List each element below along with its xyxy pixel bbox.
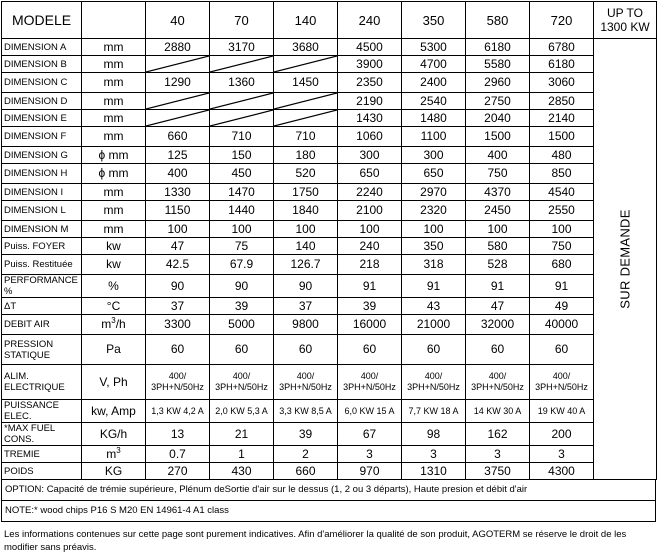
value-cell: 39: [338, 298, 402, 315]
row-label: PRESSION STATIQUE: [2, 335, 82, 365]
value-cell: 5580: [466, 56, 530, 73]
table-row: [2, 238, 657, 255]
not-applicable-cell: [210, 110, 274, 127]
value-cell: 520: [274, 164, 338, 184]
value-cell: 2850: [530, 93, 594, 110]
value-cell: 91: [530, 275, 594, 298]
value-cell: 180: [274, 147, 338, 164]
row-unit: kw, Amp: [82, 400, 146, 423]
value-cell: 318: [402, 255, 466, 275]
value-cell: 240: [338, 238, 402, 255]
value-cell: 60: [146, 335, 210, 365]
value-cell: 39: [274, 423, 338, 446]
row-label: DIMENSION L: [2, 201, 82, 221]
row-label: Puiss. FOYER: [2, 238, 82, 255]
value-cell: 450: [210, 164, 274, 184]
value-cell: 14 KW 30 A: [466, 400, 530, 423]
row-unit: ϕ mm: [82, 164, 146, 184]
row-unit: mm: [82, 73, 146, 93]
value-cell: 150: [210, 147, 274, 164]
row-unit: $m^3/h$: [82, 315, 146, 335]
value-cell: 200: [530, 423, 594, 446]
not-applicable-cell: [274, 56, 338, 73]
value-cell: 3900: [338, 56, 402, 73]
value-cell: 850: [530, 164, 594, 184]
table-row: [2, 335, 657, 365]
row-unit: mm: [82, 127, 146, 147]
up-to-header: [594, 2, 657, 39]
not-applicable-cell: [146, 110, 210, 127]
value-cell: 2190: [338, 93, 402, 110]
value-cell: 2400: [402, 73, 466, 93]
header-row: [2, 2, 657, 39]
value-cell: 100: [146, 221, 210, 238]
diagonal-slash: [274, 93, 337, 109]
value-cell: 218: [338, 255, 402, 275]
value-cell: 4500: [338, 39, 402, 56]
value-cell: 400/ 3PH+N/50Hz: [146, 365, 210, 400]
value-cell: 90: [210, 275, 274, 298]
value-cell: 300: [402, 147, 466, 164]
value-cell: 400/ 3PH+N/50Hz: [338, 365, 402, 400]
value-cell: 2970: [402, 184, 466, 201]
table-row: [2, 298, 657, 315]
value-cell: 1470: [210, 184, 274, 201]
value-cell: 6,0 KW 15 A: [338, 400, 402, 423]
value-cell: 1310: [402, 463, 466, 480]
row-unit: KG/h: [82, 423, 146, 446]
value-cell: 42.5: [146, 255, 210, 275]
table-row: [2, 463, 657, 480]
diagonal-slash: [210, 93, 273, 109]
value-cell: 100: [210, 221, 274, 238]
value-cell: 75: [210, 238, 274, 255]
value-cell: 40000: [530, 315, 594, 335]
value-cell: 1840: [274, 201, 338, 221]
value-cell: 2750: [466, 93, 530, 110]
value-cell: 91: [466, 275, 530, 298]
capacity-header: 40: [146, 2, 210, 39]
value-cell: 21: [210, 423, 274, 446]
value-cell: 650: [338, 164, 402, 184]
value-cell: 750: [530, 238, 594, 255]
row-label: DIMENSION F: [2, 127, 82, 147]
table-row: [2, 93, 657, 110]
not-applicable-cell: [146, 56, 210, 73]
value-cell: 5000: [210, 315, 274, 335]
table-row: [2, 164, 657, 184]
option-note: OPTION: Capacité de trémie supérieure, Plénum deSortie d'air sur le dessus (1, 2 ou 3 départs), Haute presion et débit d'air: [1, 480, 656, 501]
fuel-note: NOTE:* wood chips P16 S M20 EN 14961-4 A1 class: [1, 501, 656, 522]
value-cell: 1060: [338, 127, 402, 147]
value-cell: 98: [402, 423, 466, 446]
value-cell: 4540: [530, 184, 594, 201]
value-cell: 3170: [210, 39, 274, 56]
not-applicable-cell: [274, 110, 338, 127]
value-cell: 2,0 KW 5,3 A: [210, 400, 274, 423]
row-label: DIMENSION I: [2, 184, 82, 201]
value-cell: 100: [530, 221, 594, 238]
row-unit: ϕ mm: [82, 147, 146, 164]
up-to-line: UP TO: [606, 6, 644, 20]
value-cell: 60: [530, 335, 594, 365]
value-cell: 400/ 3PH+N/50Hz: [210, 365, 274, 400]
row-label: DIMENSION B: [2, 56, 82, 73]
value-cell: 60: [338, 335, 402, 365]
diagonal-slash: [146, 110, 209, 126]
row-label: DIMENSION H: [2, 164, 82, 184]
row-unit: °C: [82, 298, 146, 315]
diagonal-slash: [146, 93, 209, 109]
model-header: MODELE: [2, 2, 82, 39]
value-cell: 1430: [338, 110, 402, 127]
spec-table: [1, 1, 657, 480]
value-cell: 37: [274, 298, 338, 315]
value-cell: 39: [210, 298, 274, 315]
value-cell: 1,3 KW 4,2 A: [146, 400, 210, 423]
value-cell: 21000: [402, 315, 466, 335]
table-body: [2, 2, 657, 480]
disclaimer: Les informations contenues sur cette page sont purement indicatives. Afin d'améliorer la qualité de son produit, AGOTERM se réserve le droit de les modifier sans préavis.: [4, 529, 627, 553]
diagonal-slash: [274, 56, 337, 72]
value-cell: 1450: [274, 73, 338, 93]
value-cell: 750: [466, 164, 530, 184]
row-label: DIMENSION G: [2, 147, 82, 164]
value-cell: 60: [210, 335, 274, 365]
table-row: [2, 255, 657, 275]
value-cell: 1500: [466, 127, 530, 147]
table-row: [2, 39, 657, 56]
table-row: [2, 446, 657, 463]
value-cell: 19 KW 40 A: [530, 400, 594, 423]
row-unit: Pa: [82, 335, 146, 365]
not-applicable-cell: [210, 56, 274, 73]
on-request-column: [594, 39, 657, 480]
value-cell: 91: [402, 275, 466, 298]
row-unit: kw: [82, 238, 146, 255]
value-cell: 3: [530, 446, 594, 463]
value-cell: 126.7: [274, 255, 338, 275]
row-label: DIMENSION E: [2, 110, 82, 127]
value-cell: 2450: [466, 201, 530, 221]
row-label: DEBIT AIR: [2, 315, 82, 335]
value-cell: 2140: [530, 110, 594, 127]
value-cell: 90: [146, 275, 210, 298]
value-cell: 2350: [338, 73, 402, 93]
table-row: [2, 147, 657, 164]
value-cell: 1290: [146, 73, 210, 93]
value-cell: 1: [210, 446, 274, 463]
value-cell: 6780: [530, 39, 594, 56]
on-request-label: SUR DEMANDE: [617, 209, 633, 309]
value-cell: 9800: [274, 315, 338, 335]
value-cell: 1500: [530, 127, 594, 147]
row-unit: mm: [82, 184, 146, 201]
table-row: [2, 365, 657, 400]
value-cell: 43: [402, 298, 466, 315]
value-cell: 4370: [466, 184, 530, 201]
value-cell: 650: [402, 164, 466, 184]
value-cell: 528: [466, 255, 530, 275]
value-cell: 4700: [402, 56, 466, 73]
row-label: Puiss. Restituée: [2, 255, 82, 275]
value-cell: 270: [146, 463, 210, 480]
value-cell: 1100: [402, 127, 466, 147]
row-unit: kw: [82, 255, 146, 275]
value-cell: 7,7 KW 18 A: [402, 400, 466, 423]
value-cell: 162: [466, 423, 530, 446]
value-cell: 16000: [338, 315, 402, 335]
value-cell: 2550: [530, 201, 594, 221]
value-cell: 3: [338, 446, 402, 463]
value-cell: 37: [146, 298, 210, 315]
value-cell: 2320: [402, 201, 466, 221]
row-unit: %: [82, 275, 146, 298]
diagonal-slash: [146, 56, 209, 72]
capacity-header: 350: [402, 2, 466, 39]
row-label: *MAX FUEL CONS.: [2, 423, 82, 446]
value-cell: 125: [146, 147, 210, 164]
value-cell: 2: [274, 446, 338, 463]
value-cell: 710: [210, 127, 274, 147]
unit-header: [82, 2, 146, 39]
row-unit: KG: [82, 463, 146, 480]
value-cell: 0.7: [146, 446, 210, 463]
diagonal-slash: [274, 110, 337, 126]
table-row: [2, 423, 657, 446]
value-cell: 3680: [274, 39, 338, 56]
value-cell: 100: [338, 221, 402, 238]
value-cell: 2880: [146, 39, 210, 56]
value-cell: 67: [338, 423, 402, 446]
capacity-header: 720: [530, 2, 594, 39]
row-label: POIDS: [2, 463, 82, 480]
capacity-header: 70: [210, 2, 274, 39]
row-label: DIMENSION C: [2, 73, 82, 93]
value-cell: 47: [146, 238, 210, 255]
value-cell: 680: [530, 255, 594, 275]
row-unit: mm: [82, 221, 146, 238]
value-cell: 3300: [146, 315, 210, 335]
value-cell: 13: [146, 423, 210, 446]
value-cell: 2960: [466, 73, 530, 93]
capacity-header: 240: [338, 2, 402, 39]
table-row: [2, 73, 657, 93]
row-unit: $m^3$: [82, 446, 146, 463]
row-unit: mm: [82, 56, 146, 73]
row-unit: mm: [82, 110, 146, 127]
table-row: [2, 184, 657, 201]
row-label: ΔT: [2, 298, 82, 315]
table-row: [2, 56, 657, 73]
value-cell: 4300: [530, 463, 594, 480]
up-to-line: 1300 KW: [600, 20, 650, 34]
diagonal-slash: [210, 110, 273, 126]
capacity-header: 140: [274, 2, 338, 39]
table-row: [2, 127, 657, 147]
not-applicable-cell: [146, 93, 210, 110]
row-unit: mm: [82, 201, 146, 221]
value-cell: 60: [274, 335, 338, 365]
row-label: PUISSANCE ELEC.: [2, 400, 82, 423]
value-cell: 300: [338, 147, 402, 164]
value-cell: 970: [338, 463, 402, 480]
value-cell: 32000: [466, 315, 530, 335]
value-cell: 2100: [338, 201, 402, 221]
value-cell: 660: [274, 463, 338, 480]
value-cell: 6180: [466, 39, 530, 56]
value-cell: 480: [530, 147, 594, 164]
value-cell: 90: [274, 275, 338, 298]
value-cell: 400: [466, 147, 530, 164]
diagonal-slash: [210, 56, 273, 72]
value-cell: 400/ 3PH+N/50Hz: [530, 365, 594, 400]
value-cell: 350: [402, 238, 466, 255]
value-cell: 3750: [466, 463, 530, 480]
value-cell: 1330: [146, 184, 210, 201]
row-label: DIMENSION A: [2, 39, 82, 56]
row-label: PERFORMANCE %: [2, 275, 82, 298]
value-cell: 5300: [402, 39, 466, 56]
value-cell: 1440: [210, 201, 274, 221]
value-cell: 2240: [338, 184, 402, 201]
value-cell: 60: [466, 335, 530, 365]
table-row: [2, 110, 657, 127]
row-label: DIMENSION D: [2, 93, 82, 110]
value-cell: 3: [402, 446, 466, 463]
table-row: [2, 275, 657, 298]
row-unit: mm: [82, 93, 146, 110]
spec-sheet: [1, 1, 656, 553]
row-label: ALIM. ELECTRIQUE: [2, 365, 82, 400]
not-applicable-cell: [210, 93, 274, 110]
value-cell: 100: [274, 221, 338, 238]
value-cell: 400: [146, 164, 210, 184]
row-label: TREMIE: [2, 446, 82, 463]
value-cell: 60: [402, 335, 466, 365]
value-cell: 6180: [530, 56, 594, 73]
not-applicable-cell: [274, 93, 338, 110]
value-cell: 1750: [274, 184, 338, 201]
value-cell: 580: [466, 238, 530, 255]
value-cell: 1150: [146, 201, 210, 221]
value-cell: 430: [210, 463, 274, 480]
table-row: [2, 201, 657, 221]
value-cell: 1480: [402, 110, 466, 127]
row-unit: V, Ph: [82, 365, 146, 400]
value-cell: 3060: [530, 73, 594, 93]
row-label: DIMENSION M: [2, 221, 82, 238]
value-cell: 400/ 3PH+N/50Hz: [402, 365, 466, 400]
value-cell: 91: [338, 275, 402, 298]
value-cell: 3: [466, 446, 530, 463]
value-cell: 660: [146, 127, 210, 147]
value-cell: 49: [530, 298, 594, 315]
value-cell: 2540: [402, 93, 466, 110]
value-cell: 400/ 3PH+N/50Hz: [274, 365, 338, 400]
table-row: [2, 400, 657, 423]
value-cell: 1360: [210, 73, 274, 93]
value-cell: 2040: [466, 110, 530, 127]
capacity-header: 580: [466, 2, 530, 39]
value-cell: 710: [274, 127, 338, 147]
value-cell: 400/ 3PH+N/50Hz: [466, 365, 530, 400]
table-row: [2, 221, 657, 238]
value-cell: 140: [274, 238, 338, 255]
value-cell: 100: [402, 221, 466, 238]
row-unit: mm: [82, 39, 146, 56]
value-cell: 3,3 KW 8,5 A: [274, 400, 338, 423]
value-cell: 100: [466, 221, 530, 238]
value-cell: 47: [466, 298, 530, 315]
table-row: [2, 315, 657, 335]
value-cell: 67.9: [210, 255, 274, 275]
